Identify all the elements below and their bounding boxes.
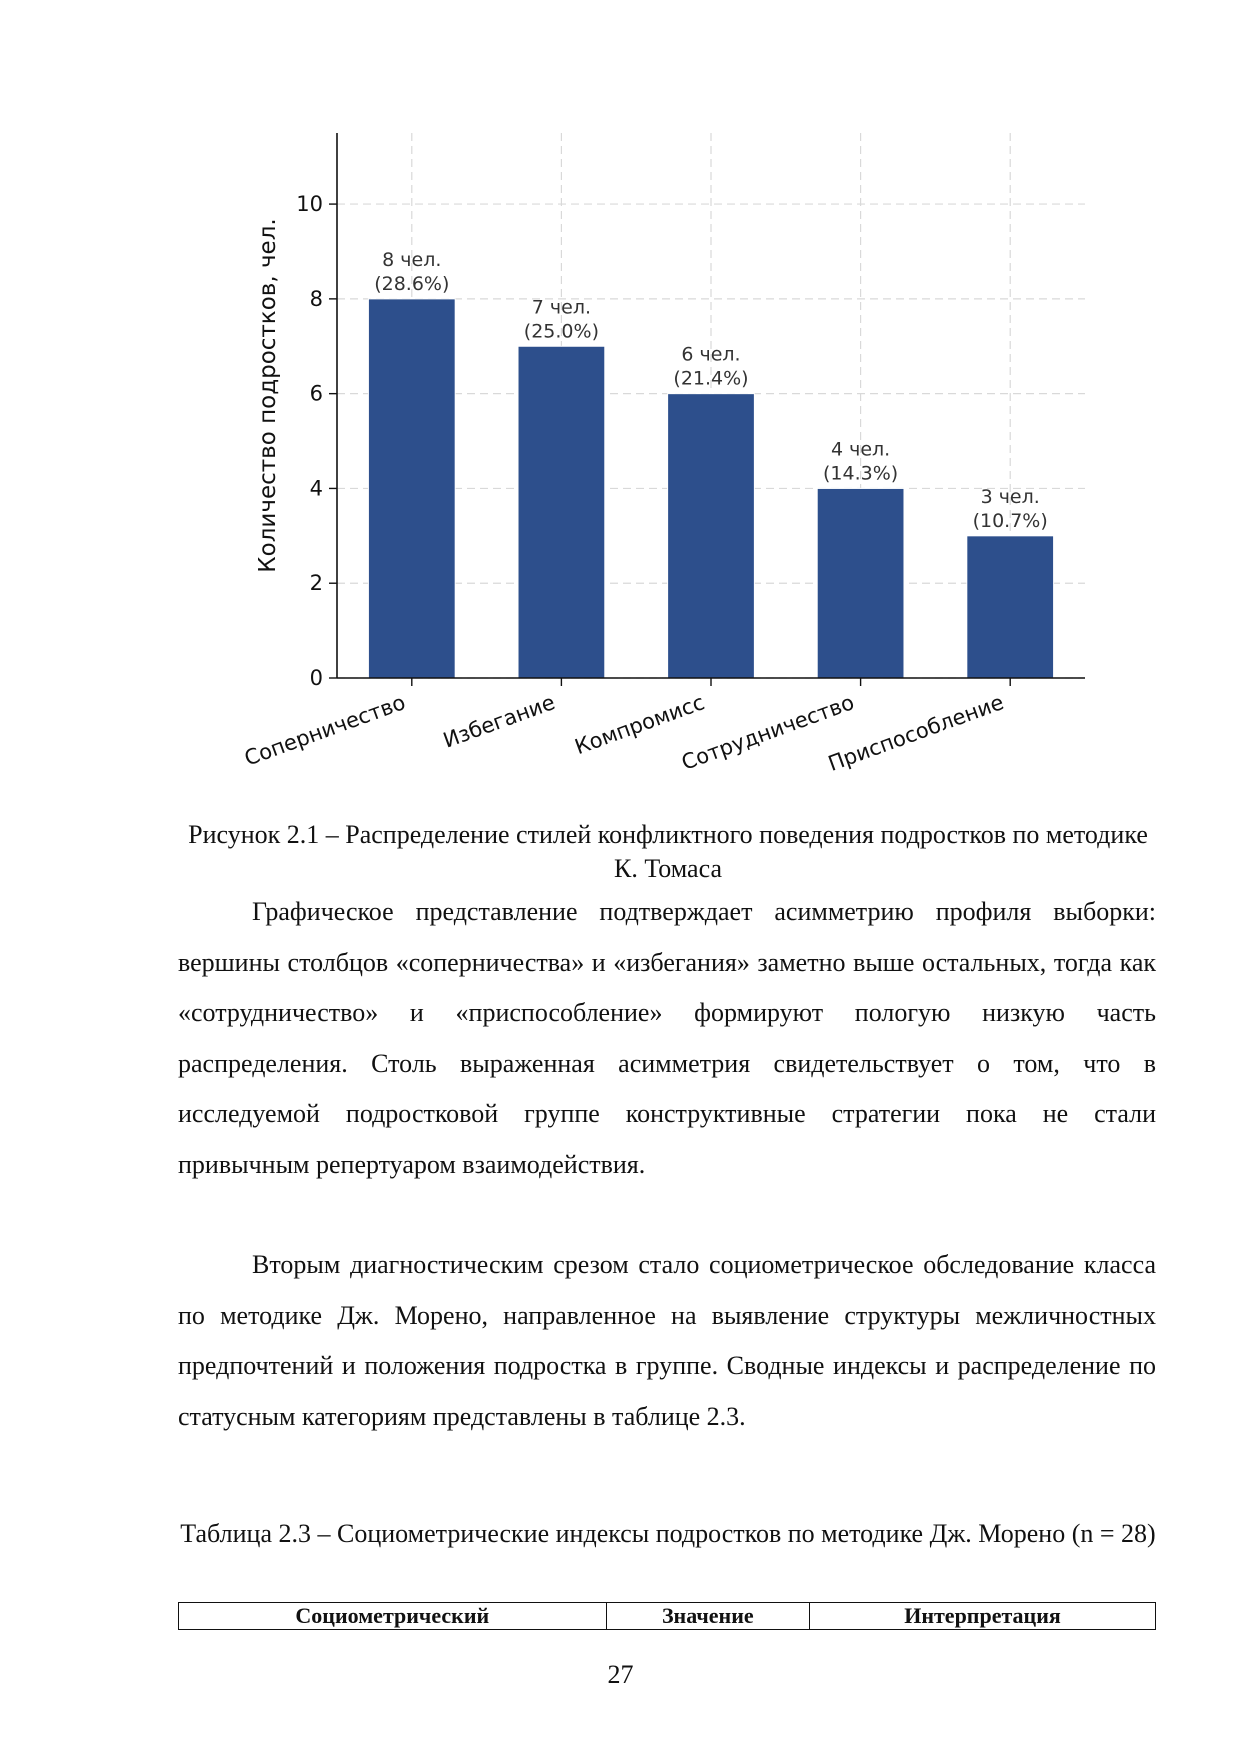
y-tick-label: 8 — [309, 286, 323, 311]
bar-count-label: 7 чел. — [531, 296, 592, 319]
bar-percent-label: (25.0%) — [523, 320, 599, 343]
bar — [518, 346, 605, 678]
x-tick-label: Компромисс — [571, 690, 708, 760]
bar-percent-label: (28.6%) — [374, 272, 450, 295]
bar-count-label: 6 чел. — [681, 343, 741, 366]
y-axis-label: Количество подростков, чел. — [255, 218, 281, 573]
bar — [967, 536, 1054, 678]
figure-caption: Рисунок 2.1 – Распределение стилей конфликтного поведения подростков по методике К. Томаса — [188, 820, 1148, 883]
chart-labels — [241, 192, 1047, 776]
x-tick-label: Приспособление — [824, 690, 1007, 776]
page-number: 27 — [607, 1660, 634, 1689]
table-header-cell: Значение — [606, 1603, 809, 1630]
y-tick-label: 6 — [309, 381, 323, 406]
table-header-row — [179, 1603, 1156, 1630]
sociometric-table — [178, 1602, 1156, 1630]
bar — [668, 394, 755, 678]
table-header-cell: Интерпретация — [810, 1603, 1156, 1630]
table-caption: Таблица 2.3 – Социометрические индексы подростков по методике Дж. Морено (n = 28) — [180, 1519, 1156, 1548]
y-tick-label: 10 — [296, 192, 323, 217]
x-tick-label: Избегание — [440, 690, 559, 753]
bar-chart — [0, 0, 1241, 800]
paragraph-1: Графическое представление подтверждает асимметрию профиля выборки: вершины столбцов «соперничества» и «избегания» заметно выше остальных, тогда как «сотрудничество» и «приспособление» формируют пологую низкую часть распределения. Столь выраженная асимметрия свидетельствует о том, что в исследуемой подростковой группе конструктивные стратегии пока не стали привычным репертуаром взаимодействия. — [178, 897, 1156, 1179]
bar-count-label: 3 чел. — [980, 485, 1040, 508]
y-tick-label: 0 — [309, 666, 323, 690]
bar — [368, 299, 455, 678]
bar-percent-label: (10.7%) — [972, 509, 1048, 532]
bar-percent-label: (14.3%) — [823, 462, 899, 485]
bar-percent-label: (21.4%) — [673, 367, 749, 390]
bar-count-label: 4 чел. — [830, 438, 891, 461]
paragraph-2: Вторым диагностическим срезом стало социометрическое обследование класса по методике Дж. Морено, направленное на выявление структуры межличностных предпочтений и положения подростка в группе. Сводные индексы и распределение по статусным категориям представлены в таблице 2.3. — [178, 1250, 1156, 1431]
y-tick-label: 4 — [309, 476, 323, 501]
x-tick-label: Сотрудничество — [678, 690, 858, 775]
y-tick-label: 2 — [309, 571, 323, 596]
bar — [817, 488, 904, 678]
x-tick-label: Соперничество — [241, 690, 409, 771]
bar-count-label: 8 чел. — [382, 248, 442, 271]
table-header-cell: Социометрический — [179, 1603, 607, 1630]
